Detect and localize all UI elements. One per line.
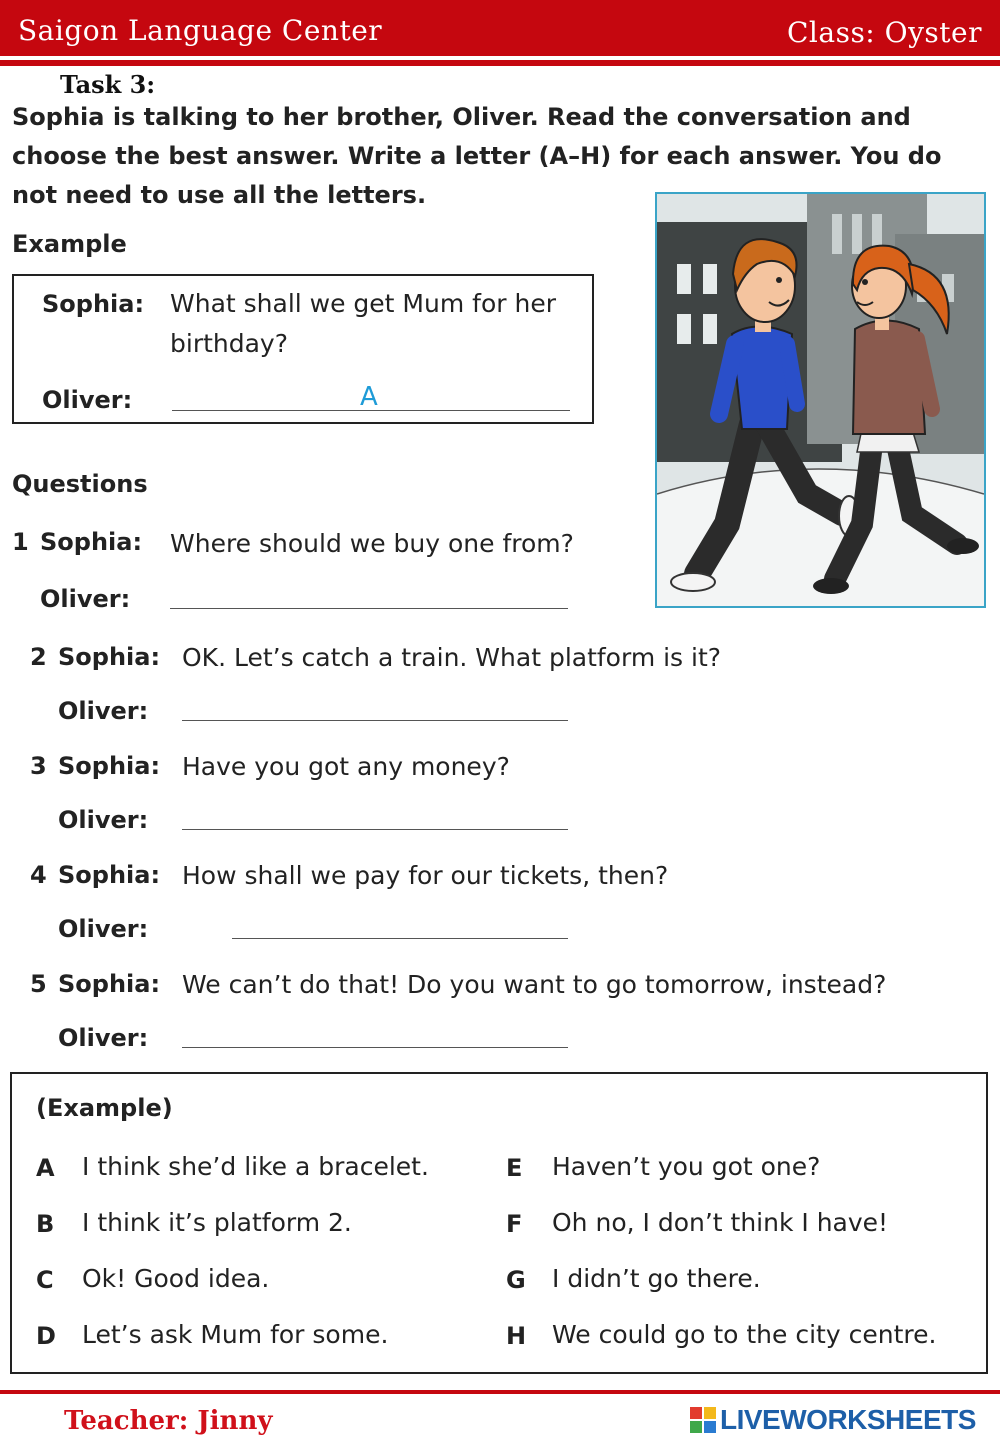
question-number: 4: [30, 861, 47, 889]
question-number: 3: [30, 752, 47, 780]
example-label: Example: [12, 230, 127, 258]
question-oliver-speaker: Oliver:: [58, 1024, 149, 1052]
options-heading: (Example): [36, 1094, 173, 1122]
question-sophia-speaker: Sophia:: [40, 528, 143, 556]
option-letter: B: [36, 1210, 55, 1238]
question-oliver-speaker: Oliver:: [40, 585, 131, 613]
question-oliver-speaker: Oliver:: [58, 915, 149, 943]
header-bar: [0, 0, 1000, 56]
brand-name: LIVEWORKSHEETS: [720, 1404, 976, 1435]
answer-options-box: [10, 1072, 988, 1374]
option-letter: E: [506, 1154, 523, 1182]
option-text: We could go to the city centre.: [552, 1320, 937, 1349]
option-letter: H: [506, 1322, 527, 1350]
example-sophia-speaker: Sophia:: [42, 290, 145, 318]
answer-blank[interactable]: [182, 1047, 568, 1048]
option-text: I didn’t go there.: [552, 1264, 761, 1293]
question-sophia-line: We can’t do that! Do you want to go tomorrow, instead?: [182, 970, 887, 999]
option-text: I think it’s platform 2.: [82, 1208, 352, 1237]
option-text: I think she’d like a bracelet.: [82, 1152, 429, 1181]
task-instructions: Sophia is talking to her brother, Oliver. Read the conversation and choose the best answer. Write a letter (A–H) for each answer. You do not need to use all the letters.: [12, 103, 942, 209]
liveworksheets-logo-icon: [690, 1407, 716, 1433]
footer-divider: [0, 1390, 1000, 1394]
question-sophia-speaker: Sophia:: [58, 970, 161, 998]
option-text: Haven’t you got one?: [552, 1152, 821, 1181]
example-box: [12, 274, 594, 424]
task-title: Task 3:: [60, 70, 156, 99]
option-text: Ok! Good idea.: [82, 1264, 270, 1293]
option-letter: F: [506, 1210, 523, 1238]
answer-blank[interactable]: [182, 720, 568, 721]
question-sophia-line: OK. Let’s catch a train. What platform is it?: [182, 643, 722, 672]
question-oliver-speaker: Oliver:: [58, 806, 149, 834]
question-number: 2: [30, 643, 47, 671]
class-label: Class: Oyster: [787, 16, 982, 49]
illustration-drawing: [657, 194, 984, 606]
questions-label: Questions: [12, 470, 148, 498]
question-sophia-line: How shall we pay for our tickets, then?: [182, 861, 669, 890]
question-number: 1: [12, 528, 29, 556]
question-sophia-line: Where should we buy one from?: [170, 529, 574, 558]
answer-blank[interactable]: [182, 829, 568, 830]
question-sophia-line: Have you got any money?: [182, 752, 510, 781]
teacher-name: Teacher: Jinny: [64, 1406, 273, 1436]
illustration-siblings-walking: [655, 192, 986, 608]
answer-blank[interactable]: [232, 938, 568, 939]
question-number: 5: [30, 970, 47, 998]
question-sophia-speaker: Sophia:: [58, 643, 161, 671]
example-oliver-speaker: Oliver:: [42, 386, 133, 414]
question-sophia-speaker: Sophia:: [58, 861, 161, 889]
option-letter: G: [506, 1266, 526, 1294]
option-letter: C: [36, 1266, 54, 1294]
option-letter: D: [36, 1322, 56, 1350]
liveworksheets-brand[interactable]: [690, 1404, 976, 1436]
example-sophia-line: What shall we get Mum for her birthday?: [170, 289, 556, 358]
option-letter: A: [36, 1154, 55, 1182]
option-text: Oh no, I don’t think I have!: [552, 1208, 889, 1237]
question-sophia-speaker: Sophia:: [58, 752, 161, 780]
question-oliver-speaker: Oliver:: [58, 697, 149, 725]
header-divider: [0, 60, 1000, 66]
answer-blank[interactable]: [170, 608, 568, 609]
center-name: Saigon Language Center: [18, 14, 383, 47]
option-text: Let’s ask Mum for some.: [82, 1320, 389, 1349]
example-answer: A: [360, 382, 378, 412]
